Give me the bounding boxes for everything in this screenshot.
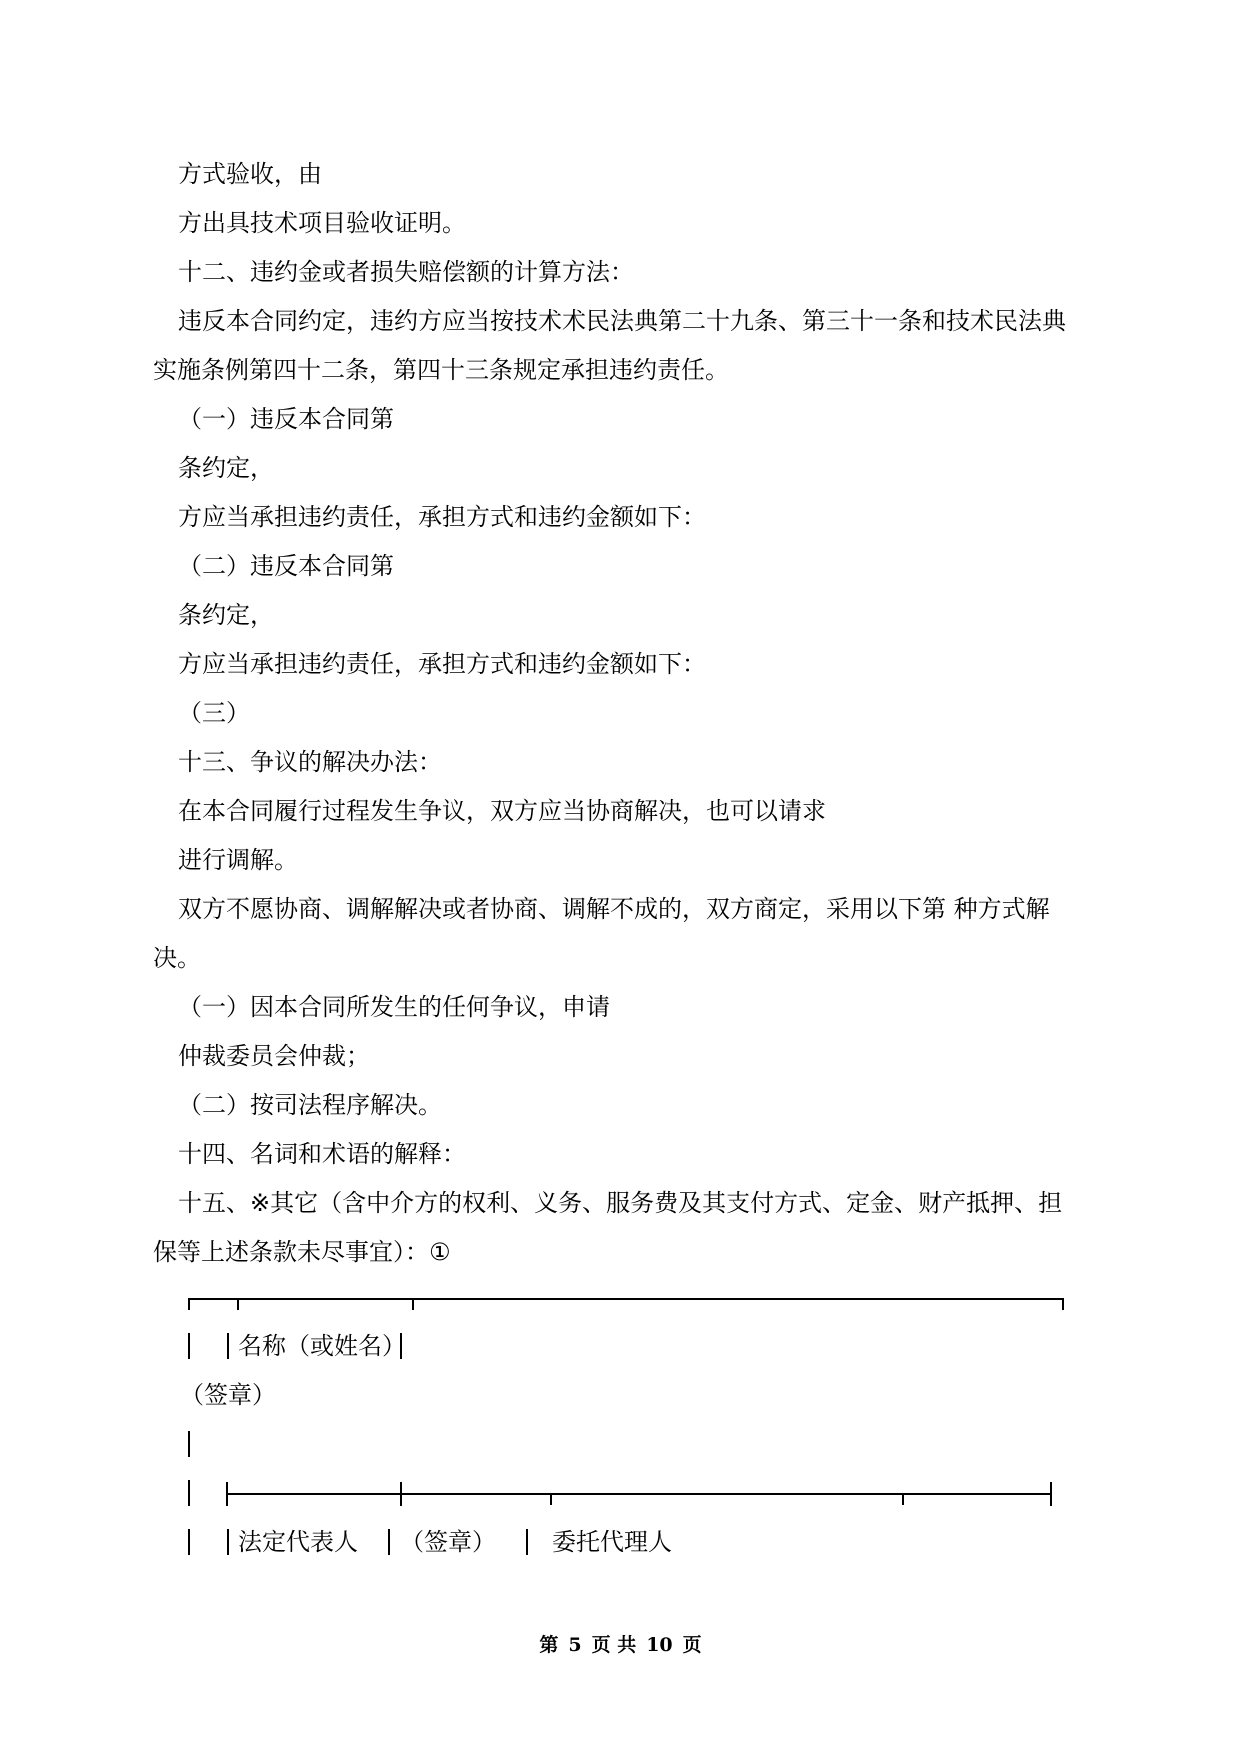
text-line: 保等上述条款未尽事宜）：① <box>153 1238 451 1266</box>
text-line: 条约定， <box>178 454 274 482</box>
page-number: 5 <box>568 1634 582 1656</box>
table-border-tick <box>1050 1482 1052 1506</box>
table-cell-divider <box>227 1529 229 1555</box>
table-border-tick <box>226 1482 228 1506</box>
legal-representative-label: 法定代表人 <box>238 1528 358 1556</box>
table-cell-divider <box>388 1529 390 1555</box>
table-cell-divider <box>227 1333 229 1359</box>
text-line: 进行调解。 <box>178 846 298 874</box>
table-cell-divider <box>188 1529 190 1555</box>
text-line: 条约定， <box>178 601 274 629</box>
text-line: 仲裁委员会仲裁； <box>178 1042 370 1070</box>
section-heading: 十五、※其它（含中介方的权利、义务、服务费及其支付方式、定金、财产抵押、担 <box>178 1189 1063 1217</box>
seal-label: （签章） <box>180 1381 276 1409</box>
table-top-border <box>188 1298 1062 1300</box>
seal-label: （签章） <box>400 1528 496 1556</box>
text-line: 方出具技术项目验收证明。 <box>178 209 466 237</box>
text-line: （三） <box>178 699 250 727</box>
text-line: 违反本合同约定，违约方应当按技术术民法典第二十九条、第三十一条和技术民法典 <box>178 307 1066 335</box>
page-footer <box>0 1632 1241 1658</box>
table-border-tick <box>237 1298 239 1310</box>
section-heading: 十三、争议的解决办法： <box>178 748 442 776</box>
text-line: 方式验收，由 <box>178 160 322 188</box>
text-line: 方应当承担违约责任，承担方式和违约金额如下： <box>178 503 706 531</box>
table-border-tick <box>550 1493 552 1505</box>
authorized-agent-label: 委托代理人 <box>552 1528 672 1556</box>
text-line: 在本合同履行过程发生争议，双方应当协商解决，也可以请求 <box>178 797 826 825</box>
table-middle-border <box>226 1493 1051 1495</box>
table-cell-divider <box>188 1431 190 1457</box>
table-cell-divider <box>188 1480 190 1506</box>
text-line: （二）按司法程序解决。 <box>178 1091 442 1119</box>
text-line: （一）因本合同所发生的任何争议，申请 <box>178 993 610 1021</box>
text-line: 决。 <box>153 944 201 972</box>
table-cell-divider <box>188 1333 190 1359</box>
text-line: （二）违反本合同第 <box>178 552 394 580</box>
text-line: 双方不愿协商、调解解决或者协商、调解不成的，双方商定，采用以下第 种方式解 <box>178 895 1050 923</box>
text-line: （一）违反本合同第 <box>178 405 394 433</box>
total-pages: 10 <box>646 1634 673 1656</box>
footer-suffix: 页 <box>682 1634 702 1656</box>
table-border-tick <box>412 1298 414 1310</box>
text-line: 方应当承担违约责任，承担方式和违约金额如下： <box>178 650 706 678</box>
table-border-tick <box>1062 1298 1064 1310</box>
table-border-tick <box>400 1482 402 1506</box>
name-label: 名称（或姓名） <box>238 1332 406 1360</box>
table-cell-divider <box>526 1529 528 1555</box>
footer-middle: 页 共 <box>591 1634 637 1656</box>
section-heading: 十四、名词和术语的解释： <box>178 1140 466 1168</box>
section-heading: 十二、违约金或者损失赔偿额的计算方法： <box>178 258 634 286</box>
text-line: 实施条例第四十二条，第四十三条规定承担违约责任。 <box>153 356 729 384</box>
footer-prefix: 第 <box>539 1634 559 1656</box>
table-cell-divider <box>400 1333 402 1359</box>
table-border-tick <box>188 1298 190 1310</box>
table-border-tick <box>902 1493 904 1505</box>
